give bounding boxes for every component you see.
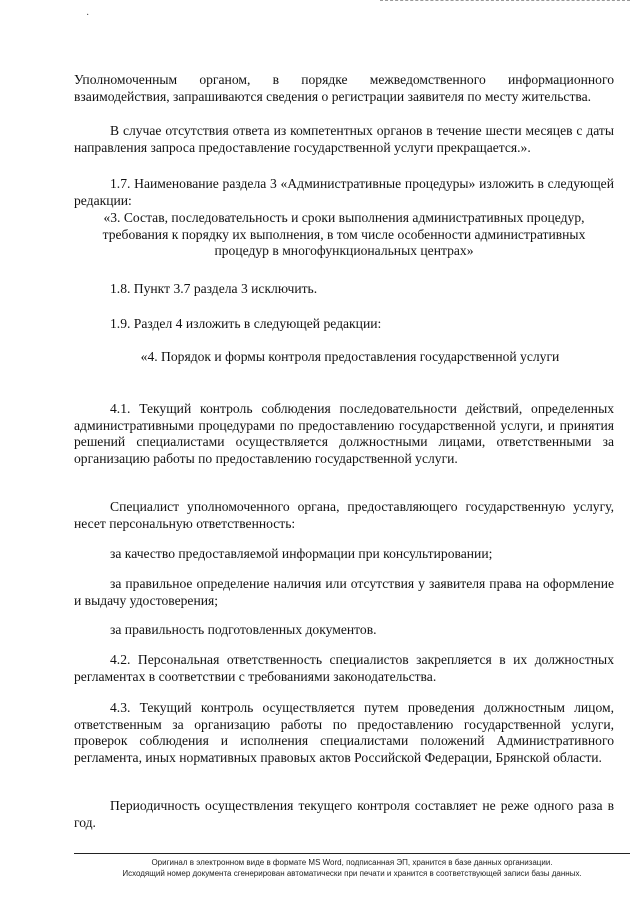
footer-original-note: Оригинал в электронном виде в формате MS Word, подписанная ЭП, хранится в базе данных организации.	[151, 858, 553, 867]
paragraph-registration-request: Уполномоченным органом, в порядке межведомственного информационного взаимодействия, запрашиваются сведения о регистрации заявителя по месту жительства.	[74, 72, 614, 104]
paragraph-4-3: 4.3. Текущий контроль осуществляется путем проведения должностным лицом, ответственным за организацию работы по предоставлению государственной услуги, проверок соблюдения и исполнения специалистами положений Административного регламента, иных нормативных правовых актов Российской Федерации, Брянской области.	[74, 700, 614, 765]
paragraph-1-9: 1.9. Раздел 4 изложить в следующей редакции:	[110, 316, 382, 331]
paragraph-1-8: 1.8. Пункт 3.7 раздела 3 исключить.	[110, 281, 318, 296]
paragraph-periodicity: Периодичность осуществления текущего контроля составляет не реже одного раза в год.	[74, 798, 614, 830]
paragraph-info-quality: за качество предоставляемой информации при консультировании;	[110, 546, 493, 561]
footer-number-note: Исходящий номер документа сгенерирован автоматически при печати и хранится в соответствующей записи базы данных.	[122, 869, 582, 878]
scan-dot: ·	[86, 10, 90, 21]
quote-section-3-title: «3. Состав, последовательность и сроки выполнения административных процедур, требования к порядку их выполнения, в том числе особенности административных процедур в многофункциональных центрах»	[102, 210, 586, 258]
paragraph-no-response: В случае отсутствия ответа из компетентных органов в течение шести месяцев с даты направления запроса предоставление государственной услуги прекращается.».	[74, 123, 614, 155]
paragraph-4-2: 4.2. Персональная ответственность специалистов закрепляется в их должностных регламентах в соответствии с требованиями законодательства.	[74, 652, 614, 684]
footer-divider	[74, 853, 630, 854]
paragraph-4-1: 4.1. Текущий контроль соблюдения последовательности действий, определенных административными процедурами по предоставлению государственной услуги, и принятия решений специалистами осуществляется должностными лицами, ответственными за организацию работы по предоставлению государственной услуги.	[74, 401, 614, 466]
paragraph-specialist-responsibility: Специалист уполномоченного органа, предоставляющего государственную услугу, несет персональную ответственность:	[74, 499, 614, 531]
paragraph-right-determination: за правильное определение наличия или отсутствия у заявителя права на оформление и выдачу удостоверения;	[74, 576, 614, 608]
section-4-heading: «4. Порядок и формы контроля предоставления государственной услуги	[140, 349, 560, 364]
top-edge-line	[380, 0, 630, 1]
paragraph-documents-correctness: за правильность подготовленных документов.	[110, 622, 377, 637]
paragraph-1-7: 1.7. Наименование раздела 3 «Административные процедуры» изложить в следующей редакции:	[74, 176, 614, 208]
